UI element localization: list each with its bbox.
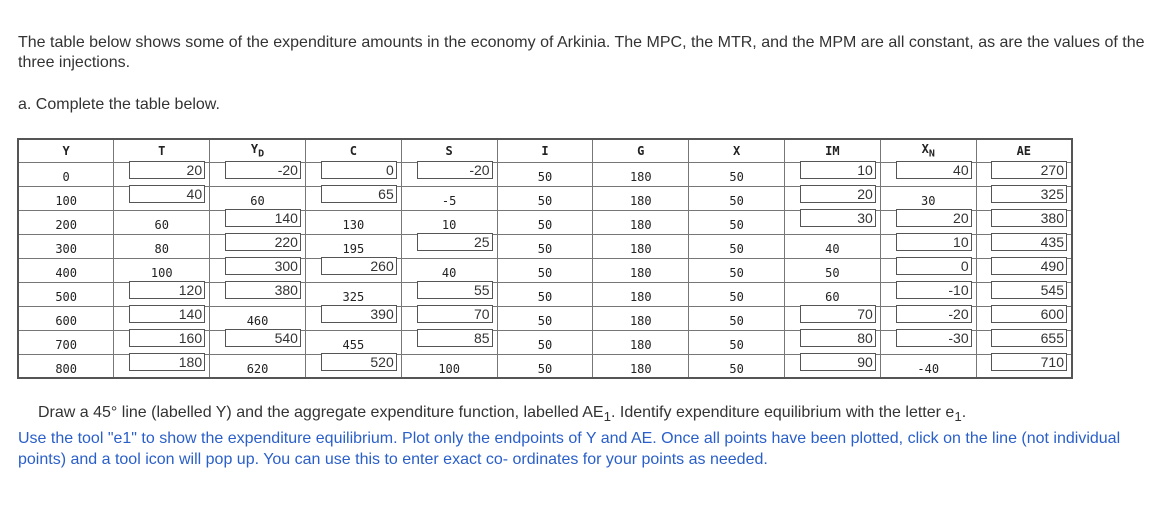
given-value: 50: [729, 218, 744, 232]
given-value: 195: [342, 242, 365, 256]
table-cell: [785, 306, 881, 330]
table-cell: [210, 354, 306, 378]
given-value: 130: [342, 218, 365, 232]
column-header-label: Y: [250, 142, 259, 157]
column-header-label: T: [158, 143, 166, 158]
given-value: 180: [629, 361, 652, 376]
table-cell: [689, 234, 785, 258]
given-value: 50: [537, 361, 553, 376]
table-cell: [785, 234, 881, 258]
table-cell: [976, 330, 1072, 354]
given-value: 325: [342, 290, 365, 304]
column-header-label: X: [921, 142, 929, 157]
answer-input[interactable]: 380: [225, 281, 301, 299]
table-cell: [689, 210, 785, 234]
table-cell: [18, 258, 114, 282]
column-header: [114, 139, 210, 162]
answer-input[interactable]: 180: [129, 353, 205, 371]
table-cell: [880, 234, 976, 258]
given-value: 50: [537, 218, 553, 232]
table-cell: [210, 330, 306, 354]
answer-input[interactable]: 300: [225, 257, 301, 275]
table-cell: [401, 282, 497, 306]
given-value: 200: [55, 218, 77, 232]
table-header-row: [18, 139, 1072, 162]
table-cell: [785, 258, 881, 282]
given-value: 180: [629, 290, 652, 304]
table-cell: [976, 258, 1072, 282]
table-cell: [880, 258, 976, 282]
answer-input[interactable]: 600: [991, 305, 1067, 323]
table-cell: [210, 210, 306, 234]
part-a-prompt: a. Complete the table below.: [18, 96, 220, 113]
table-cell: [18, 354, 114, 378]
answer-input[interactable]: 540: [225, 329, 301, 347]
table-cell: [689, 258, 785, 282]
table-cell: [593, 330, 689, 354]
answer-input[interactable]: 10: [800, 161, 876, 179]
table-cell: [210, 162, 306, 186]
given-value: 300: [55, 242, 77, 256]
given-value: 50: [729, 170, 744, 184]
given-value: 455: [342, 338, 365, 352]
given-value: 180: [629, 218, 652, 232]
table-cell: [880, 282, 976, 306]
table-cell: [18, 210, 114, 234]
answer-input[interactable]: 325: [991, 185, 1067, 203]
table-cell: [880, 354, 976, 378]
table-cell: [976, 162, 1072, 186]
column-header-label: C: [349, 143, 357, 158]
table-cell: [114, 258, 210, 282]
table-cell: [785, 282, 881, 306]
table-cell: [114, 306, 210, 330]
table-cell: [401, 330, 497, 354]
table-cell: [880, 330, 976, 354]
table-cell: [497, 282, 593, 306]
column-header: [976, 139, 1072, 162]
answer-input[interactable]: 85: [417, 329, 493, 347]
table-cell: [18, 330, 114, 354]
answer-input[interactable]: 390: [321, 305, 397, 323]
draw-text-1: Draw a 45° line (labelled Y) and the aggregate expenditure function, labelled AE: [38, 404, 604, 421]
table-cell: [976, 282, 1072, 306]
answer-input[interactable]: -20: [896, 305, 972, 323]
table-cell: [114, 210, 210, 234]
given-value: 60: [250, 194, 265, 208]
answer-input[interactable]: 70: [800, 305, 876, 323]
table-cell: [401, 162, 497, 186]
table-row: [18, 282, 1072, 306]
answer-input[interactable]: 380: [991, 209, 1067, 227]
table-cell: [593, 162, 689, 186]
table-cell: [114, 330, 210, 354]
column-header-label: X: [732, 143, 741, 158]
table-row: [18, 210, 1072, 234]
table-cell: [593, 354, 689, 378]
table-cell: [785, 186, 881, 210]
table-cell: [593, 282, 689, 306]
given-value: 100: [55, 194, 77, 208]
table-cell: [976, 210, 1072, 234]
answer-input[interactable]: 140: [129, 305, 205, 323]
table-cell: [689, 282, 785, 306]
column-header: [593, 139, 689, 162]
given-value: 60: [825, 290, 840, 304]
table-cell: [401, 354, 497, 378]
table-row: [18, 234, 1072, 258]
column-header: [401, 139, 497, 162]
answer-input[interactable]: -30: [896, 329, 972, 347]
answer-input[interactable]: 520: [321, 353, 397, 371]
column-header-label: AE: [1016, 143, 1032, 158]
table-cell: [689, 162, 785, 186]
table-cell: [305, 306, 401, 330]
table-cell: [210, 306, 306, 330]
answer-input[interactable]: 545: [991, 281, 1067, 299]
table-cell: [18, 186, 114, 210]
table-cell: [880, 306, 976, 330]
table-body: [18, 162, 1072, 378]
table-cell: [18, 234, 114, 258]
given-value: 50: [537, 314, 553, 328]
given-value: 50: [537, 266, 553, 280]
table-cell: [305, 258, 401, 282]
table-row: [18, 162, 1072, 186]
table-cell: [593, 210, 689, 234]
answer-input[interactable]: 65: [321, 185, 397, 203]
table-cell: [593, 306, 689, 330]
column-header-subscript: N: [928, 148, 935, 160]
draw-sub-1: 1: [603, 409, 612, 425]
table-cell: [401, 258, 497, 282]
answer-input[interactable]: 160: [129, 329, 205, 347]
given-value: 50: [729, 194, 744, 208]
draw-instruction: [38, 403, 966, 427]
table-cell: [976, 306, 1072, 330]
given-value: 50: [537, 338, 553, 352]
given-value: -40: [917, 361, 940, 376]
given-value: 50: [537, 290, 553, 304]
intro-paragraph: The table below shows some of the expenditure amounts in the economy of Arkinia. The MPC, the MTR, and the MPM are all constant, as are the values of the three injections.: [18, 34, 1145, 71]
given-value: 50: [537, 194, 553, 208]
table-cell: [305, 186, 401, 210]
draw-text-2: . Identify expenditure equilibrium with the letter e: [611, 404, 955, 421]
table-cell: [785, 210, 881, 234]
answer-input[interactable]: 70: [417, 305, 493, 323]
table-cell: [497, 306, 593, 330]
given-value: 50: [729, 314, 744, 328]
table-cell: [305, 354, 401, 378]
given-value: 400: [55, 266, 77, 280]
table-cell: [18, 306, 114, 330]
answer-input[interactable]: 490: [991, 257, 1067, 275]
answer-input[interactable]: 40: [896, 161, 972, 179]
table-cell: [497, 258, 593, 282]
table-cell: [210, 282, 306, 306]
table-row: [18, 330, 1072, 354]
given-value: 100: [438, 361, 460, 376]
given-value: 180: [629, 194, 652, 208]
answer-input[interactable]: 20: [129, 161, 205, 179]
answer-input[interactable]: -10: [896, 281, 972, 299]
table-cell: [210, 258, 306, 282]
answer-input[interactable]: 0: [321, 161, 397, 179]
table-cell: [976, 354, 1072, 378]
table-cell: [114, 162, 210, 186]
table-cell: [305, 234, 401, 258]
table-row: [18, 354, 1072, 378]
given-value: 180: [629, 338, 652, 352]
table-cell: [593, 234, 689, 258]
table-cell: [880, 210, 976, 234]
table-cell: [497, 234, 593, 258]
table-cell: [18, 282, 114, 306]
table-cell: [785, 354, 881, 378]
answer-input[interactable]: 20: [896, 209, 972, 227]
table-cell: [210, 186, 306, 210]
table-cell: [114, 282, 210, 306]
column-header-label: Y: [62, 143, 70, 158]
table-cell: [497, 210, 593, 234]
expenditure-table: [17, 138, 1073, 379]
table-row: [18, 258, 1072, 282]
table-cell: [880, 186, 976, 210]
answer-input[interactable]: 0: [896, 257, 972, 275]
table-cell: [305, 210, 401, 234]
table-cell: [976, 234, 1072, 258]
given-value: 700: [55, 338, 77, 352]
given-value: -5: [441, 194, 457, 208]
answer-input[interactable]: 20: [800, 185, 876, 203]
column-header-label: IM: [825, 143, 840, 158]
table-cell: [785, 330, 881, 354]
table-cell: [114, 234, 210, 258]
table-cell: [497, 186, 593, 210]
given-value: 600: [55, 314, 77, 328]
answer-input[interactable]: 120: [129, 281, 205, 299]
column-header: [210, 139, 306, 162]
given-value: 40: [825, 242, 840, 256]
answer-input[interactable]: 220: [225, 233, 301, 251]
answer-input[interactable]: -20: [225, 161, 301, 179]
given-value: 180: [629, 170, 652, 184]
answer-input[interactable]: 80: [800, 329, 876, 347]
table-cell: [689, 330, 785, 354]
table-cell: [593, 186, 689, 210]
table-cell: [305, 282, 401, 306]
given-value: 800: [55, 361, 77, 376]
column-header-subscript: D: [258, 148, 265, 160]
answer-input[interactable]: 40: [129, 185, 205, 203]
answer-input[interactable]: 55: [417, 281, 493, 299]
table-cell: [305, 330, 401, 354]
given-value: 40: [441, 266, 457, 280]
answer-input[interactable]: 710: [991, 353, 1067, 371]
given-value: 80: [154, 242, 169, 256]
draw-text-3: .: [961, 404, 967, 421]
column-header: [880, 139, 976, 162]
table-cell: [18, 162, 114, 186]
table-cell: [497, 354, 593, 378]
given-value: 50: [729, 290, 744, 304]
given-value: 60: [154, 218, 169, 232]
table-cell: [305, 162, 401, 186]
table-cell: [880, 162, 976, 186]
table-cell: [401, 210, 497, 234]
answer-input[interactable]: 90: [800, 353, 876, 371]
given-value: 620: [246, 361, 269, 376]
table-row: [18, 306, 1072, 330]
answer-input[interactable]: 10: [896, 233, 972, 251]
answer-input[interactable]: 435: [991, 233, 1067, 251]
column-header: [497, 139, 593, 162]
table-cell: [401, 234, 497, 258]
column-header-label: G: [637, 143, 645, 158]
table-cell: [689, 306, 785, 330]
table-cell: [593, 258, 689, 282]
given-value: 50: [729, 242, 744, 256]
draw-sub-2: 1: [954, 409, 962, 425]
column-header: [305, 139, 401, 162]
table-cell: [114, 354, 210, 378]
given-value: 0: [62, 170, 70, 184]
given-value: 180: [629, 242, 652, 256]
answer-input[interactable]: 655: [991, 329, 1067, 347]
column-header-label: I: [541, 143, 549, 158]
given-value: 10: [441, 218, 457, 232]
answer-input[interactable]: 270: [991, 161, 1067, 179]
column-header: [689, 139, 785, 162]
table-cell: [689, 186, 785, 210]
given-value: 50: [537, 170, 553, 184]
answer-input[interactable]: 30: [800, 209, 876, 227]
given-value: 50: [537, 242, 553, 256]
given-value: 50: [729, 338, 744, 352]
given-value: 50: [729, 266, 744, 280]
table-cell: [114, 186, 210, 210]
answer-input[interactable]: 25: [417, 233, 493, 251]
table-cell: [785, 162, 881, 186]
given-value: 180: [629, 266, 652, 280]
given-value: 500: [55, 290, 77, 304]
table-cell: [689, 354, 785, 378]
column-header-label: S: [445, 143, 453, 158]
table-row: [18, 186, 1072, 210]
answer-input[interactable]: 140: [225, 209, 301, 227]
given-value: 50: [825, 266, 840, 280]
given-value: 100: [150, 266, 173, 280]
table-cell: [976, 186, 1072, 210]
table-cell: [401, 186, 497, 210]
given-value: 180: [629, 314, 652, 328]
given-value: 30: [920, 194, 936, 208]
column-header: [785, 139, 881, 162]
tool-instructions: Use the tool "e1" to show the expenditure equilibrium. Plot only the endpoints of Y and AE. Once all points have been plotted, click on the line (not individual points) and a tool icon will pop up. You can use this to enter exact co- ordinates for your points as needed.: [18, 430, 1121, 468]
answer-input[interactable]: -20: [417, 161, 493, 179]
given-value: 50: [729, 361, 744, 376]
table-cell: [401, 306, 497, 330]
table-cell: [497, 162, 593, 186]
column-header: [18, 139, 114, 162]
table-cell: [497, 330, 593, 354]
given-value: 460: [246, 314, 269, 328]
answer-input[interactable]: 260: [321, 257, 397, 275]
table-cell: [210, 234, 306, 258]
